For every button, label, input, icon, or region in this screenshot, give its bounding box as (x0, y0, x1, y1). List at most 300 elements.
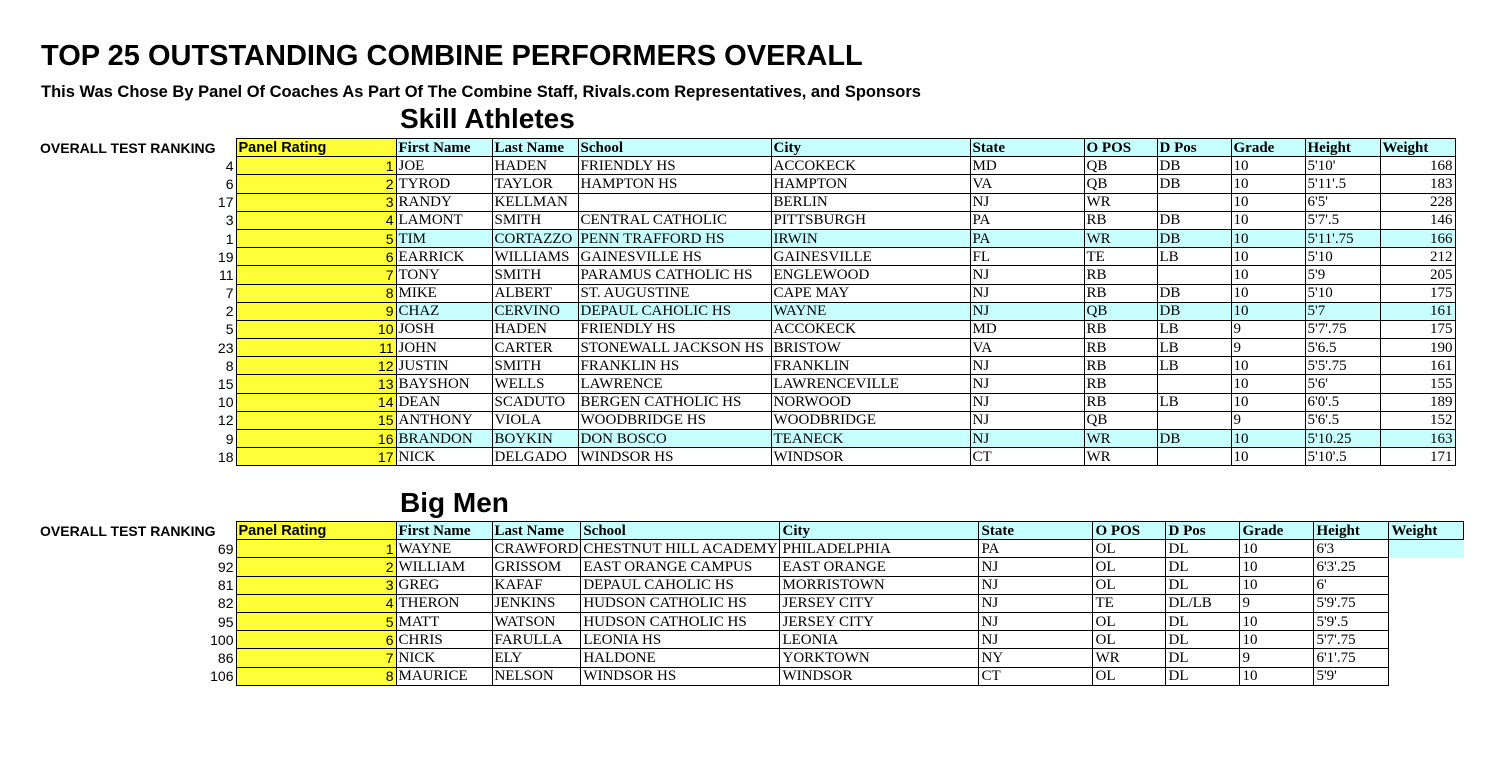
height-cell: 6'5' (1305, 193, 1380, 211)
first-cell: TONY (396, 266, 492, 284)
weight-cell: 168 (1380, 157, 1455, 175)
overall-rank-cell: 11 (0, 266, 236, 284)
weight-cell: 161 (1380, 357, 1455, 375)
dpos-cell: LB (1157, 393, 1231, 411)
dpos-cell: DB (1157, 157, 1231, 175)
big-men-table (0, 521, 1464, 686)
grade-cell: 10 (1240, 576, 1314, 594)
panel-rating-cell: 11 (236, 339, 396, 357)
opos-cell: RB (1084, 284, 1157, 302)
school-cell: WOODBRIDGE HS (578, 411, 771, 429)
grade-cell: 10 (1231, 193, 1305, 211)
overall-rank-cell: 100 (0, 631, 236, 649)
city-cell: FRANKLIN (771, 357, 970, 375)
city-cell: ENGLEWOOD (771, 266, 970, 284)
opos-cell: QB (1084, 411, 1157, 429)
last-cell: CERVINO (492, 302, 578, 320)
table-row (0, 266, 1455, 284)
grade-cell: 10 (1231, 302, 1305, 320)
city-cell: JERSEY CITY (780, 594, 979, 612)
table-row (0, 339, 1455, 357)
dpos-cell: LB (1157, 357, 1231, 375)
overall-rank-cell: 86 (0, 649, 236, 667)
overall-rank-cell: 15 (0, 375, 236, 393)
first-cell: CHAZ (396, 302, 492, 320)
table-row (0, 558, 1464, 576)
opos-cell: RB (1084, 266, 1157, 284)
last-cell: CORTAZZO (492, 229, 578, 247)
weight-cell (1389, 649, 1464, 667)
last-cell: WATSON (492, 612, 581, 630)
overall-test-ranking-header: OVERALL TEST RANKING (40, 522, 216, 539)
last-cell: SMITH (492, 211, 578, 229)
panel-rating-cell: 10 (236, 320, 396, 338)
school-cell: PARAMUS CATHOLIC HS (578, 266, 771, 284)
last-cell: BOYKIN (492, 430, 578, 448)
column-header-dpos: D Pos (1166, 522, 1240, 540)
state-cell: NJ (970, 302, 1084, 320)
table-row (0, 357, 1455, 375)
weight-cell: 175 (1380, 320, 1455, 338)
first-cell: BRANDON (396, 430, 492, 448)
panel-rating-cell: 3 (236, 193, 396, 211)
weight-cell: 163 (1380, 430, 1455, 448)
column-header-height: Height (1314, 522, 1389, 540)
last-cell: SMITH (492, 357, 578, 375)
weight-cell: 183 (1380, 175, 1455, 193)
first-cell: NICK (396, 649, 492, 667)
dpos-cell: LB (1157, 339, 1231, 357)
overall-rank-cell: 3 (0, 211, 236, 229)
last-cell: JENKINS (492, 594, 581, 612)
opos-cell: WR (1084, 193, 1157, 211)
first-cell: JUSTIN (396, 357, 492, 375)
opos-cell: QB (1084, 302, 1157, 320)
table-row (0, 540, 1464, 558)
height-cell: 6'3 (1314, 540, 1389, 558)
table-row (0, 430, 1455, 448)
city-cell: LEONIA (780, 631, 979, 649)
state-cell: NJ (979, 576, 1093, 594)
first-cell: ANTHONY (396, 411, 492, 429)
first-cell: BAYSHON (396, 375, 492, 393)
column-header-state: State (970, 139, 1084, 157)
weight-cell: 189 (1380, 393, 1455, 411)
opos-cell: OL (1093, 667, 1166, 685)
state-cell: NJ (970, 284, 1084, 302)
city-cell: WOODBRIDGE (771, 411, 970, 429)
school-cell: DON BOSCO (578, 430, 771, 448)
weight-cell (1389, 667, 1464, 685)
overall-rank-cell: 106 (0, 667, 236, 685)
table-row (0, 612, 1464, 630)
dpos-cell: DL/LB (1166, 594, 1240, 612)
weight-cell (1389, 540, 1464, 558)
table-row (0, 284, 1455, 302)
opos-cell: QB (1084, 157, 1157, 175)
last-cell: VIOLA (492, 411, 578, 429)
city-cell: WINDSOR (771, 448, 970, 466)
school-cell: HALDONE (581, 649, 780, 667)
last-cell: FARULLA (492, 631, 581, 649)
page-subtitle: This Was Chose By Panel Of Coaches As Part Of The Combine Staff, Rivals.com Representatives, and Sponsors (41, 83, 921, 101)
overall-rank-cell: 10 (0, 393, 236, 411)
dpos-cell: DL (1166, 558, 1240, 576)
school-cell: EAST ORANGE CAMPUS (581, 558, 780, 576)
first-cell: RANDY (396, 193, 492, 211)
grade-cell: 10 (1231, 448, 1305, 466)
dpos-cell: LB (1157, 320, 1231, 338)
school-cell: CENTRAL CATHOLIC (578, 211, 771, 229)
first-cell: GREG (396, 576, 492, 594)
state-cell: CT (970, 448, 1084, 466)
city-cell: PITTSBURGH (771, 211, 970, 229)
column-header-school: School (581, 522, 780, 540)
panel-rating-cell: 7 (236, 266, 396, 284)
opos-cell: TE (1084, 248, 1157, 266)
height-cell: 5'9' (1314, 667, 1389, 685)
height-cell: 5'7 (1305, 302, 1380, 320)
table-row (0, 320, 1455, 338)
panel-rating-cell: 1 (236, 540, 396, 558)
column-header-weight: Weight (1389, 522, 1464, 540)
opos-cell: TE (1093, 594, 1166, 612)
height-cell: 5'7'.75 (1305, 320, 1380, 338)
column-header-last: Last Name (492, 139, 578, 157)
overall-rank-cell: 81 (0, 576, 236, 594)
grade-cell: 9 (1240, 594, 1314, 612)
panel-rating-header: Panel Rating (236, 139, 396, 157)
grade-cell: 10 (1240, 631, 1314, 649)
opos-cell: QB (1084, 175, 1157, 193)
school-cell: LEONIA HS (581, 631, 780, 649)
dpos-cell: DB (1157, 229, 1231, 247)
city-cell: IRWIN (771, 229, 970, 247)
city-cell: PHILADELPHIA (780, 540, 979, 558)
weight-cell: 205 (1380, 266, 1455, 284)
weight-cell: 155 (1380, 375, 1455, 393)
weight-cell: 190 (1380, 339, 1455, 357)
school-cell: WINDSOR HS (581, 667, 780, 685)
height-cell: 5'6.5 (1305, 339, 1380, 357)
first-cell: MATT (396, 612, 492, 630)
dpos-cell: DL (1166, 540, 1240, 558)
overall-rank-cell: 1 (0, 229, 236, 247)
last-cell: HADEN (492, 320, 578, 338)
school-cell: HAMPTON HS (578, 175, 771, 193)
grade-cell: 10 (1231, 157, 1305, 175)
column-header-weight: Weight (1380, 139, 1455, 157)
grade-cell: 10 (1231, 266, 1305, 284)
panel-rating-header: Panel Rating (236, 522, 396, 540)
school-cell: PENN TRAFFORD HS (578, 229, 771, 247)
height-cell: 5'6' (1305, 375, 1380, 393)
school-cell: HUDSON CATHOLIC HS (581, 594, 780, 612)
school-cell: FRIENDLY HS (578, 320, 771, 338)
first-cell: CHRIS (396, 631, 492, 649)
overall-rank-cell: 69 (0, 540, 236, 558)
weight-cell: 212 (1380, 248, 1455, 266)
panel-rating-cell: 2 (236, 558, 396, 576)
height-cell: 5'9'.5 (1314, 612, 1389, 630)
opos-cell: RB (1084, 339, 1157, 357)
grade-cell: 10 (1231, 175, 1305, 193)
panel-rating-cell: 5 (236, 612, 396, 630)
state-cell: NJ (970, 430, 1084, 448)
table-row (0, 667, 1464, 685)
overall-rank-cell: 17 (0, 193, 236, 211)
header-row (0, 522, 1464, 540)
panel-rating-cell: 7 (236, 649, 396, 667)
city-cell: BERLIN (771, 193, 970, 211)
column-header-grade: Grade (1240, 522, 1314, 540)
column-header-opos: O POS (1093, 522, 1166, 540)
state-cell: NJ (970, 266, 1084, 284)
column-header-city: City (780, 522, 979, 540)
state-cell: NJ (970, 393, 1084, 411)
table-row (0, 649, 1464, 667)
first-cell: MIKE (396, 284, 492, 302)
opos-cell: RB (1084, 211, 1157, 229)
first-cell: WAYNE (396, 540, 492, 558)
column-header-first: First Name (396, 522, 492, 540)
state-cell: NJ (970, 375, 1084, 393)
panel-rating-cell: 4 (236, 594, 396, 612)
state-cell: MD (970, 157, 1084, 175)
grade-cell: 10 (1240, 667, 1314, 685)
opos-cell: RB (1084, 375, 1157, 393)
table-row (0, 448, 1455, 466)
panel-rating-cell: 2 (236, 175, 396, 193)
first-cell: TYROD (396, 175, 492, 193)
overall-rank-cell: 2 (0, 302, 236, 320)
opos-cell: OL (1093, 540, 1166, 558)
grade-cell: 9 (1231, 320, 1305, 338)
overall-rank-cell: 82 (0, 594, 236, 612)
table-row (0, 302, 1455, 320)
state-cell: NJ (979, 594, 1093, 612)
school-cell: STONEWALL JACKSON HS (578, 339, 771, 357)
school-cell: BERGEN CATHOLIC HS (578, 393, 771, 411)
state-cell: NJ (979, 558, 1093, 576)
column-header-state: State (979, 522, 1093, 540)
city-cell: YORKTOWN (780, 649, 979, 667)
table-row (0, 393, 1455, 411)
last-cell: ELY (492, 649, 581, 667)
overall-rank-cell: 23 (0, 339, 236, 357)
city-cell: MORRISTOWN (780, 576, 979, 594)
dpos-cell (1157, 193, 1231, 211)
city-cell: GAINESVILLE (771, 248, 970, 266)
first-cell: NICK (396, 448, 492, 466)
state-cell: NY (979, 649, 1093, 667)
weight-cell: 171 (1380, 448, 1455, 466)
panel-rating-cell: 6 (236, 248, 396, 266)
weight-cell (1389, 558, 1464, 576)
table-row (0, 157, 1455, 175)
school-cell: GAINESVILLE HS (578, 248, 771, 266)
dpos-cell: DB (1157, 284, 1231, 302)
weight-cell: 161 (1380, 302, 1455, 320)
first-cell: DEAN (396, 393, 492, 411)
opos-cell: OL (1093, 631, 1166, 649)
column-header-grade: Grade (1231, 139, 1305, 157)
state-cell: MD (970, 320, 1084, 338)
grade-cell: 10 (1240, 612, 1314, 630)
grade-cell: 10 (1240, 540, 1314, 558)
overall-rank-cell: 5 (0, 320, 236, 338)
height-cell: 5'10 (1305, 284, 1380, 302)
grade-cell: 9 (1231, 339, 1305, 357)
first-cell: LAMONT (396, 211, 492, 229)
state-cell: FL (970, 248, 1084, 266)
height-cell: 5'11'.5 (1305, 175, 1380, 193)
dpos-cell (1157, 448, 1231, 466)
last-cell: KAFAF (492, 576, 581, 594)
school-cell: ST. AUGUSTINE (578, 284, 771, 302)
opos-cell: RB (1084, 357, 1157, 375)
school-cell: FRIENDLY HS (578, 157, 771, 175)
school-cell: DEPAUL CAHOLIC HS (578, 302, 771, 320)
height-cell: 6'1'.75 (1314, 649, 1389, 667)
grade-cell: 10 (1240, 558, 1314, 576)
first-cell: TIM (396, 229, 492, 247)
panel-rating-cell: 9 (236, 302, 396, 320)
opos-cell: WR (1084, 430, 1157, 448)
last-cell: WILLIAMS (492, 248, 578, 266)
panel-rating-cell: 8 (236, 667, 396, 685)
first-cell: WILLIAM (396, 558, 492, 576)
panel-rating-cell: 13 (236, 375, 396, 393)
city-cell: TEANECK (771, 430, 970, 448)
height-cell: 5'5'.75 (1305, 357, 1380, 375)
table-row (0, 576, 1464, 594)
state-cell: NJ (970, 411, 1084, 429)
panel-rating-cell: 6 (236, 631, 396, 649)
table-row (0, 175, 1455, 193)
column-header-last: Last Name (492, 522, 581, 540)
column-header-school: School (578, 139, 771, 157)
first-cell: JOE (396, 157, 492, 175)
overall-rank-cell: 92 (0, 558, 236, 576)
panel-rating-cell: 15 (236, 411, 396, 429)
column-header-first: First Name (396, 139, 492, 157)
first-cell: MAURICE (396, 667, 492, 685)
height-cell: 5'6'.5 (1305, 411, 1380, 429)
panel-rating-cell: 12 (236, 357, 396, 375)
overall-rank-cell: 12 (0, 411, 236, 429)
school-cell: CHESTNUT HILL ACADEMY (581, 540, 780, 558)
height-cell: 5'10 (1305, 248, 1380, 266)
dpos-cell: DB (1157, 175, 1231, 193)
state-cell: VA (970, 339, 1084, 357)
city-cell: WINDSOR (780, 667, 979, 685)
first-cell: JOHN (396, 339, 492, 357)
city-cell: ACCOKECK (771, 157, 970, 175)
city-cell: LAWRENCEVILLE (771, 375, 970, 393)
big-men-heading: Big Men (400, 487, 509, 518)
weight-cell (1389, 594, 1464, 612)
weight-cell (1389, 576, 1464, 594)
height-cell: 5'9 (1305, 266, 1380, 284)
table-row (0, 211, 1455, 229)
dpos-cell: DB (1157, 430, 1231, 448)
city-cell: NORWOOD (771, 393, 970, 411)
weight-cell: 228 (1380, 193, 1455, 211)
grade-cell: 10 (1231, 393, 1305, 411)
table-row (0, 229, 1455, 247)
weight-cell (1389, 612, 1464, 630)
dpos-cell (1157, 266, 1231, 284)
city-cell: HAMPTON (771, 175, 970, 193)
grade-cell: 10 (1231, 248, 1305, 266)
column-header-dpos: D Pos (1157, 139, 1231, 157)
table-row (0, 193, 1455, 211)
school-cell (578, 193, 771, 211)
city-cell: JERSEY CITY (780, 612, 979, 630)
panel-rating-cell: 3 (236, 576, 396, 594)
skill-athletes-heading: Skill Athletes (400, 103, 575, 134)
opos-cell: WR (1084, 448, 1157, 466)
dpos-cell: DL (1166, 631, 1240, 649)
first-cell: THERON (396, 594, 492, 612)
city-cell: WAYNE (771, 302, 970, 320)
dpos-cell: DL (1166, 649, 1240, 667)
panel-rating-cell: 16 (236, 430, 396, 448)
overall-rank-cell: 95 (0, 612, 236, 630)
height-cell: 6'0'.5 (1305, 393, 1380, 411)
dpos-cell (1157, 375, 1231, 393)
height-cell: 5'7'.75 (1314, 631, 1389, 649)
panel-rating-cell: 1 (236, 157, 396, 175)
city-cell: CAPE MAY (771, 284, 970, 302)
last-cell: TAYLOR (492, 175, 578, 193)
grade-cell: 9 (1231, 411, 1305, 429)
school-cell: FRANKLIN HS (578, 357, 771, 375)
overall-test-ranking-header: OVERALL TEST RANKING (40, 139, 216, 156)
table-row (0, 631, 1464, 649)
school-cell: HUDSON CATHOLIC HS (581, 612, 780, 630)
state-cell: VA (970, 175, 1084, 193)
skill-athletes-table (0, 138, 1456, 466)
weight-cell: 175 (1380, 284, 1455, 302)
city-cell: ACCOKECK (771, 320, 970, 338)
state-cell: PA (979, 540, 1093, 558)
last-cell: CARTER (492, 339, 578, 357)
overall-rank-cell: 9 (0, 430, 236, 448)
height-cell: 6'3'.25 (1314, 558, 1389, 576)
school-cell: WINDSOR HS (578, 448, 771, 466)
header-row (0, 139, 1455, 157)
dpos-cell: LB (1157, 248, 1231, 266)
last-cell: KELLMAN (492, 193, 578, 211)
school-cell: LAWRENCE (578, 375, 771, 393)
first-cell: JOSH (396, 320, 492, 338)
first-cell: EARRICK (396, 248, 492, 266)
opos-cell: WR (1084, 229, 1157, 247)
grade-cell: 9 (1240, 649, 1314, 667)
state-cell: NJ (970, 357, 1084, 375)
height-cell: 5'11'.75 (1305, 229, 1380, 247)
last-cell: GRISSOM (492, 558, 581, 576)
dpos-cell: DL (1166, 576, 1240, 594)
last-cell: CRAWFORD (492, 540, 581, 558)
dpos-cell: DL (1166, 667, 1240, 685)
panel-rating-cell: 17 (236, 448, 396, 466)
height-cell: 5'9'.75 (1314, 594, 1389, 612)
last-cell: ALBERT (492, 284, 578, 302)
table-row (0, 248, 1455, 266)
